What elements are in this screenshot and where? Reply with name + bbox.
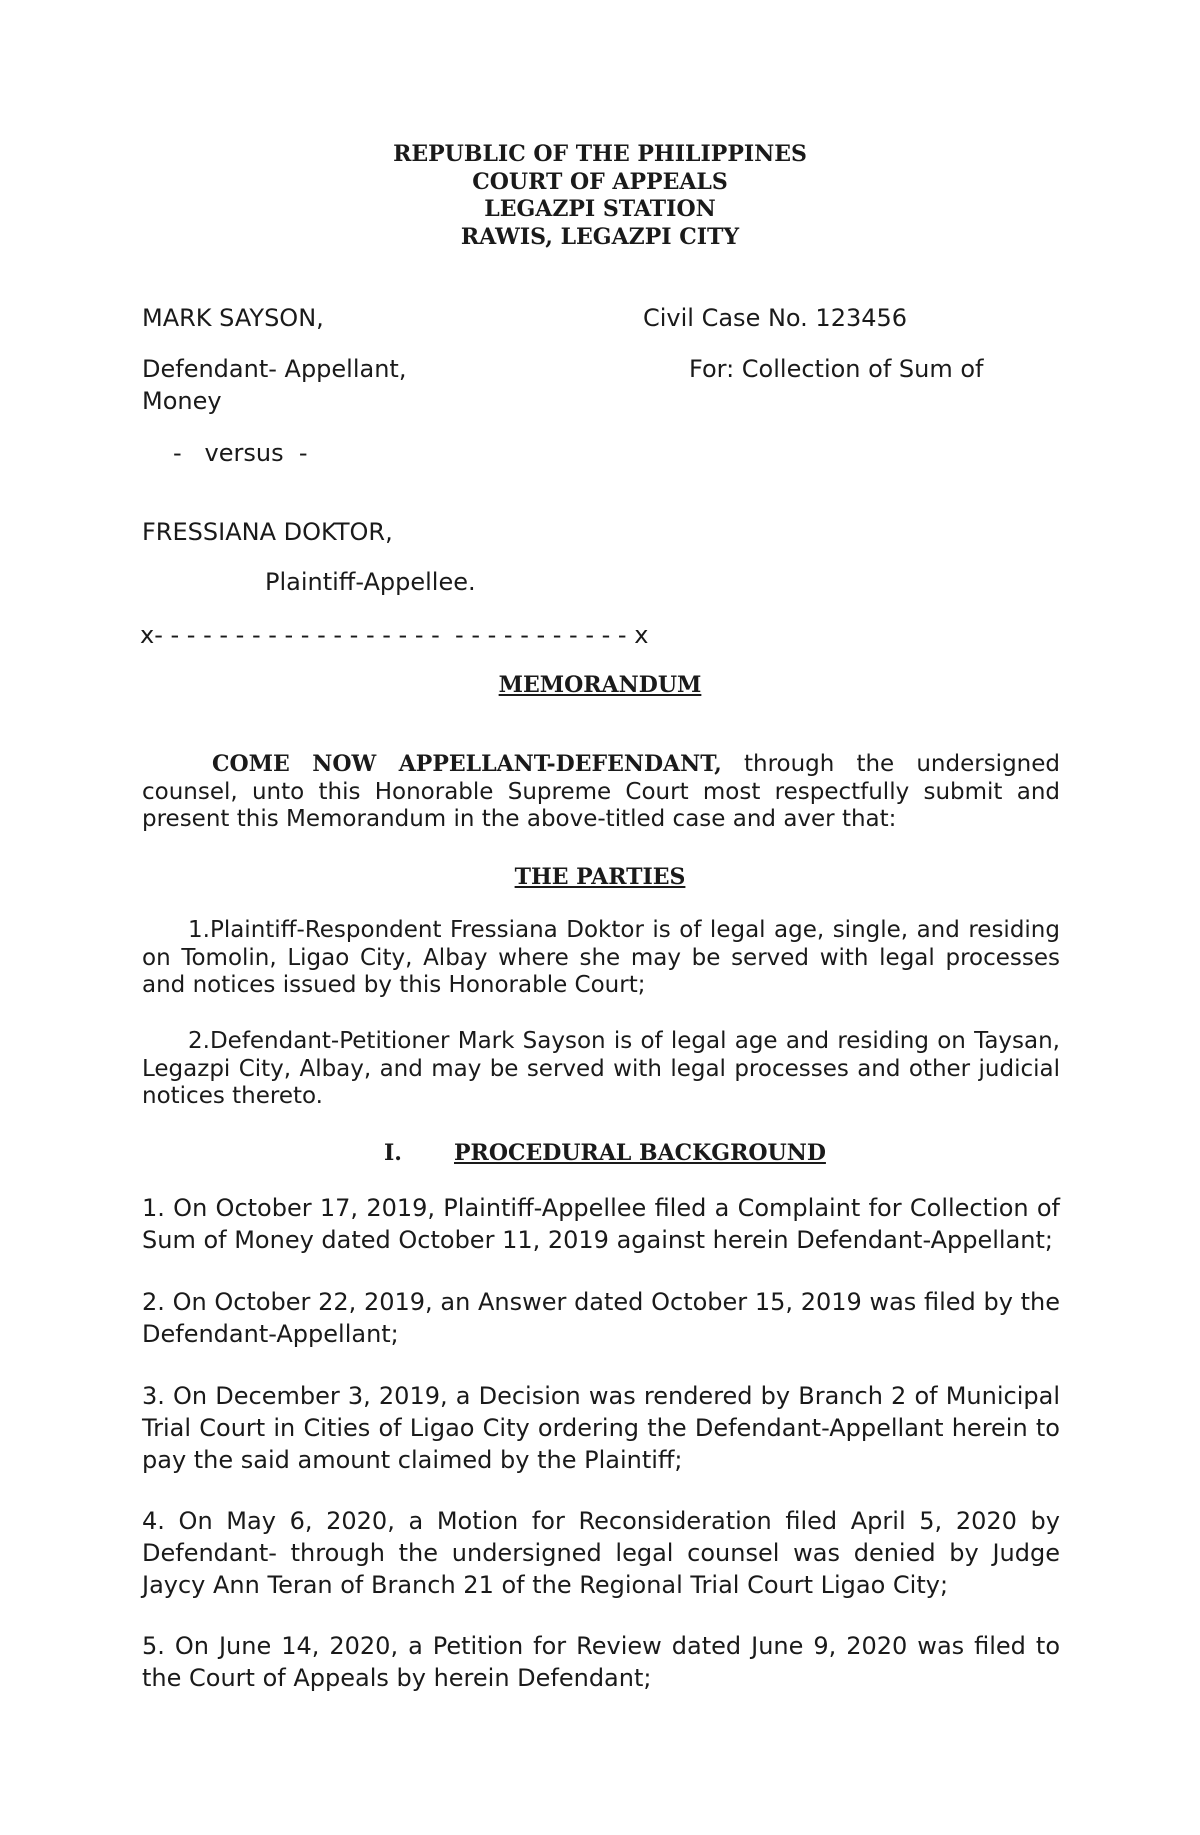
defendant-role: Defendant- Appellant, bbox=[142, 355, 407, 383]
party-item bbox=[142, 917, 1060, 1000]
header-line-1: REPUBLIC OF THE PHILIPPINES bbox=[393, 141, 807, 167]
party-item-text: Defendant-Petitioner Mark Sayson is of legal age and residing on Taysan, Legazpi City, Albay, and may be served with legal processes and other judicial notices thereto. bbox=[142, 1028, 1060, 1109]
procedural-item: 1. On October 17, 2019, Plaintiff-Appellee filed a Complaint for Collection of Sum of Money dated October 11, 2019 against herein Defendant-Appellant; bbox=[142, 1194, 1060, 1254]
parties-heading: THE PARTIES bbox=[514, 864, 686, 890]
section-numeral: I. bbox=[384, 1140, 402, 1166]
intro-paragraph bbox=[142, 751, 1060, 834]
case-nature: For: Collection of Sum of bbox=[689, 355, 984, 383]
plaintiff-name: FRESSIANA DOKTOR, bbox=[142, 518, 393, 546]
caption-divider: x- - - - - - - - - - - - - - - - - - - - - - - - - - - - - x bbox=[140, 621, 649, 649]
party-item-number: 1. bbox=[188, 917, 210, 943]
court-header bbox=[0, 141, 1200, 251]
procedural-item: 2. On October 22, 2019, an Answer dated October 15, 2019 was filed by the Defendant-Appellant; bbox=[142, 1288, 1060, 1348]
party-item bbox=[142, 1028, 1060, 1111]
intro-text: through the undersigned counsel, unto this Honorable Supreme Court most respectfully submit and present this Memorandum in the above-titled case and aver that: bbox=[142, 751, 1060, 832]
procedural-item: 4. On May 6, 2020, a Motion for Reconsideration filed April 5, 2020 by Defendant- through the undersigned legal counsel was denied by Judge Jaycy Ann Teran of Branch 21 of the Regional Trial Court Ligao City; bbox=[142, 1507, 1060, 1599]
case-number: Civil Case No. 123456 bbox=[643, 304, 908, 332]
party-item-text: Plaintiff-Respondent Fressiana Doktor is of legal age, single, and residing on Tomolin, Ligao City, Albay where she may be served with legal processes and notices issued by this Honorable Court; bbox=[142, 917, 1060, 998]
procedural-heading: PROCEDURAL BACKGROUND bbox=[454, 1140, 826, 1166]
case-nature-continued: Money bbox=[142, 387, 222, 415]
plaintiff-role: Plaintiff-Appellee. bbox=[265, 568, 476, 596]
header-line-4: RAWIS, LEGAZPI CITY bbox=[460, 223, 740, 250]
defendant-name: MARK SAYSON, bbox=[142, 304, 324, 332]
versus-label: - versus - bbox=[173, 439, 308, 467]
memorandum-title: MEMORANDUM bbox=[498, 672, 702, 698]
header-line-3: LEGAZPI STATION bbox=[484, 196, 716, 222]
header-line-2: COURT OF APPEALS bbox=[472, 168, 728, 195]
party-item-number: 2. bbox=[188, 1028, 210, 1054]
intro-lead: COME NOW APPELLANT-DEFENDANT, bbox=[212, 751, 722, 777]
procedural-item: 5. On June 14, 2020, a Petition for Review dated June 9, 2020 was filed to the Court of Appeals by herein Defendant; bbox=[142, 1632, 1060, 1692]
procedural-item: 3. On December 3, 2019, a Decision was rendered by Branch 2 of Municipal Trial Court in Cities of Ligao City ordering the Defendant-Appellant herein to pay the said amount claimed by the Plaintiff; bbox=[142, 1382, 1060, 1474]
